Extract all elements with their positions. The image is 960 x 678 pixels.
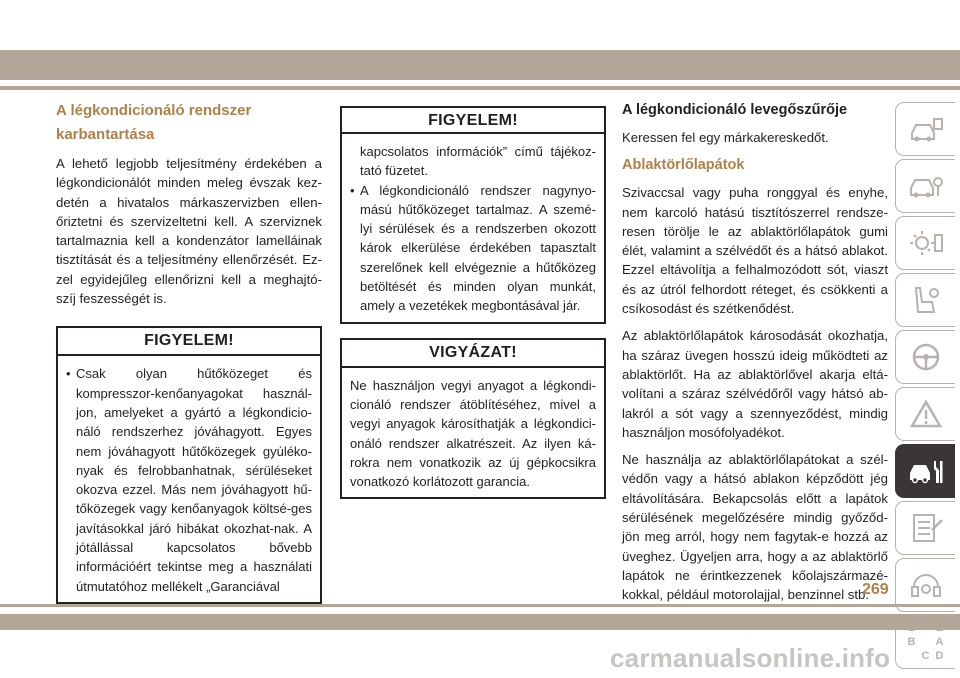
warning-bullet-text: A légkondicionáló rendszer nagynyo-mású hűtőközeget tartalmaz. A szemé-lyi sérülések és a rendszerben okozott károk elkerülése érdekében tapasztalt szerelőnek kell elvégeznie a hűtőközeg betöltését és minden olyan munkát, amely a vezetékek megbontásával jár. <box>360 182 596 314</box>
tab-driving[interactable] <box>895 330 955 384</box>
tab-dashboard-lights[interactable] <box>895 216 955 270</box>
tab-car-info[interactable] <box>895 102 955 156</box>
tab-specifications[interactable] <box>895 501 955 555</box>
warning-bullet <box>66 364 312 596</box>
car-wrench-icon <box>908 455 944 487</box>
car-keys-icon <box>908 170 944 202</box>
warning-bullet-text: Csak olyan hűtőközeget és kompresszor-kenőanyagokat használ-jon, amelyeket a gyártó a légkondicio-náló rendszerhez jóváhagyott. Egyes nem jóváhagyott hűtőközegek gyúléko-nyak és felrobbanhatnak, sérüléseket okozva ezzel. Más nem jóváhagyott hű-tőközegek vagy kenőanyagok költsé-ges javításokkal járó hibákat okozhat-nak. A jótállással kapcsolatos bővebb információért tekintse meg a használati útmutatóhoz mellékelt „Garanciával <box>76 366 312 594</box>
warning-box-body <box>58 356 320 602</box>
bullet-mark: • <box>350 182 355 198</box>
left-column <box>56 100 322 604</box>
warning-box-left <box>56 326 322 604</box>
bullet-mark: • <box>66 366 71 382</box>
caution-box-title: VIGYÁZAT! <box>342 340 604 368</box>
warning-box-continued <box>340 106 606 324</box>
tab-car-keys[interactable] <box>895 159 955 213</box>
tab-safety[interactable] <box>895 273 955 327</box>
warning-triangle-icon <box>908 398 944 430</box>
top-decorative-band <box>0 50 960 80</box>
right-column <box>622 100 888 605</box>
dashboard-lights-icon <box>908 227 944 259</box>
caution-box-body: Ne használjon vegyi anyagot a légkondi-cionáló rendszer átöblítéséhez, mivel a vegyi anyagok károsíthatják a légkondici-onáló rendszer alkatrészeit. Az ilyen ká-rokra nem vonatkozik az új gépkocsikra vonatkozó korlátozott garancia. <box>350 377 596 490</box>
caution-box <box>340 338 606 500</box>
middle-column <box>340 106 606 499</box>
warning-box-title: FIGYELEM! <box>342 106 604 134</box>
tab-emergency[interactable] <box>895 387 955 441</box>
page-number: 269 <box>862 581 889 598</box>
ac-filter-heading: A légkondicionáló levegőszűrője <box>622 102 848 118</box>
checklist-icon <box>908 512 944 544</box>
ac-filter-text: Keressen fel egy márkakereskedőt. <box>622 130 829 145</box>
steering-wheel-icon <box>908 341 944 373</box>
warning-continued-text: kapcsolatos információk” című tájékoz-tató füzetet. <box>360 144 596 179</box>
watermark: carmanualsonline.info <box>610 643 891 673</box>
bottom-decorative-band <box>0 614 960 630</box>
ac-maintenance-paragraph: A lehető legjobb teljesítmény érdekében a légkondicionálót minden meleg évszak kez-detén a hivatalos márkaszervizben ellen-őriztetni és szervizeltetni kell. A szerviznek tartalmaznia kell a kondenzátor lamelláinak tisztítását és a teljesítmény ellenőrzését. Ez-zel egyidejűleg ellenőrizni kell a meghajtó-szíj feszességét is. <box>56 156 322 307</box>
wiper-paragraph-1: Szivaccsal vagy puha ronggyal és enyhe, nem karcoló hatású tisztítószerrel rendsze-resen törölje le az ablaktörlőlapátok gumi élét, valamint a szélvédőt és a hátsó ablakot. Ezzel eltávolítja a felhalmozódott sót, viaszt és az útról felhordott réteget, és csökkenti a csíkosodást és szétkenődést. <box>622 185 888 317</box>
wiper-paragraph-3: Ne használja az ablaktörlőlapátokat a szél-védőn vagy a hátsó ablakon képződött jég eltávolítására. Bekapcsolás előtt a lapátok sérülésének megelőzésére mindig győződ-jön meg arról, hogy nem fagytak-e hozzá az üveghez. Ügyeljen arra, hogy a az ablaktörlő lapátok ne érintkezzenek kőolajszármazé-kokkal, például motorolajjal, benzinnel stb. <box>622 452 888 603</box>
bottom-rule <box>0 604 960 607</box>
warning-bullet <box>350 181 596 316</box>
car-info-icon <box>908 113 944 145</box>
ac-maintenance-heading: A légkondicionáló rendszer karbantartása <box>56 102 252 143</box>
tab-maintenance[interactable] <box>895 444 955 498</box>
chapter-tabs <box>895 102 955 672</box>
safety-seat-icon <box>908 284 944 316</box>
wiper-blades-heading: Ablaktörlőlapátok <box>622 157 745 174</box>
wiper-paragraph-2: Az ablaktörlőlapátok károsodását okozhatja, ha száraz üvegen hosszú ideig működteti az ablaktörlőt. Ha az ablaktörlővel akarja eltá-volítani a száraz szélvédőről vagy hátsó ab-lakról a sót vagy a szennyeződést, mindig használjon mosófolyadékot. <box>622 328 888 440</box>
top-rule <box>0 86 960 90</box>
warning-box-body <box>342 134 604 322</box>
alphabet-index-icon: B A C D <box>907 636 944 662</box>
warning-box-title: FIGYELEM! <box>58 328 320 356</box>
audio-settings-icon <box>908 569 944 601</box>
